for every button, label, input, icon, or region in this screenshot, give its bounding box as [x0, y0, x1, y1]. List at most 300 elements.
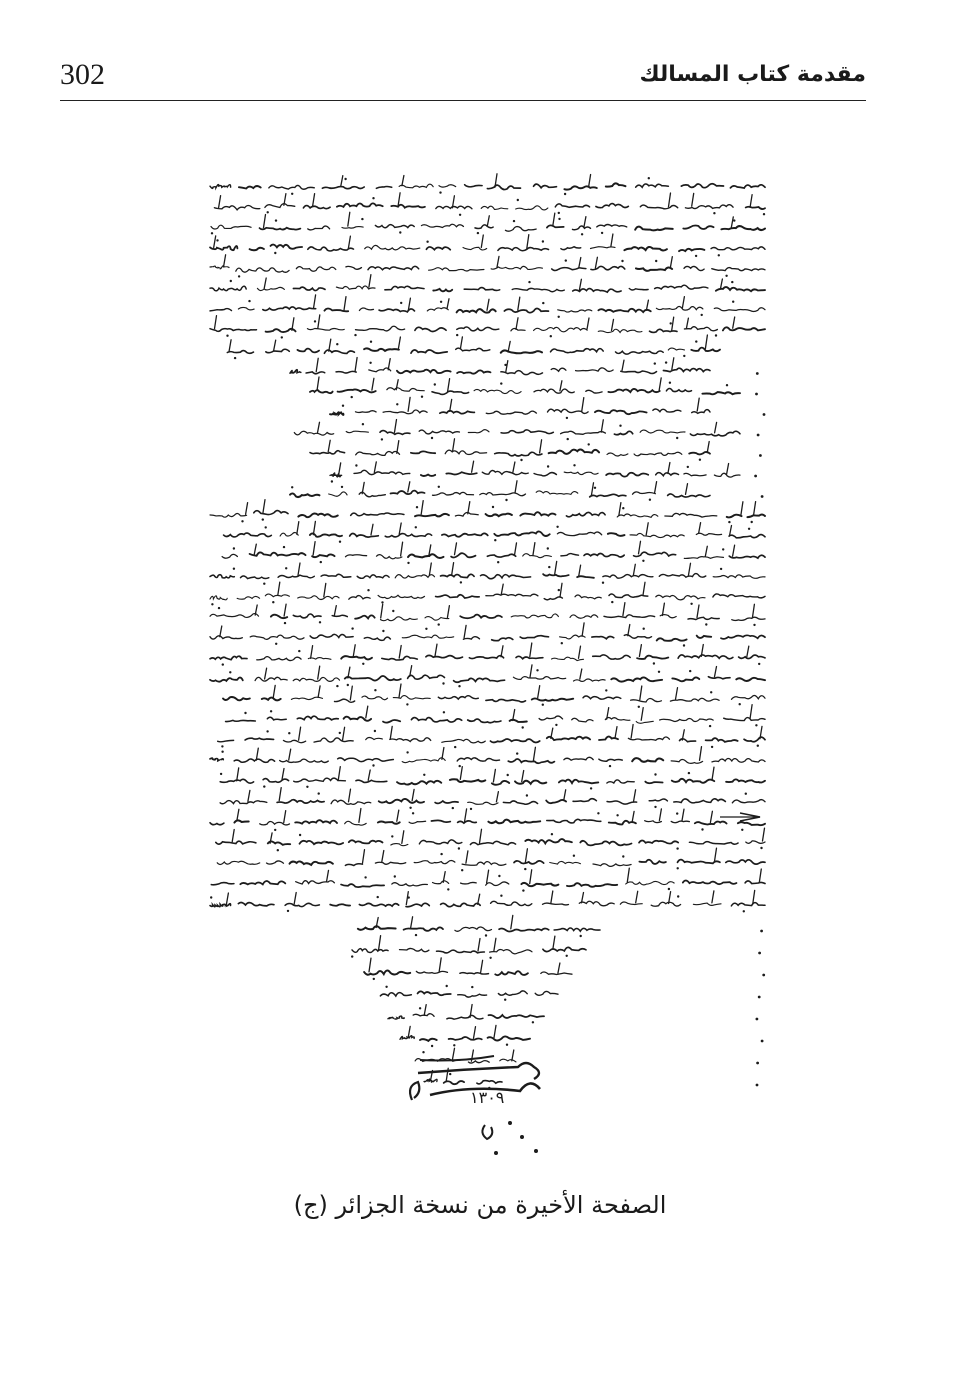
handwriting-word [739, 655, 765, 659]
handwriting-word [624, 247, 667, 251]
handwriting-word [560, 635, 586, 639]
handwriting-dot [336, 685, 338, 687]
margin-dot [756, 1018, 759, 1021]
handwriting-word [552, 268, 586, 271]
handwriting-ascender [501, 646, 503, 657]
handwriting-word [579, 901, 614, 906]
handwriting-dot [409, 807, 411, 809]
handwriting-word [525, 839, 572, 843]
handwriting-dot [605, 689, 607, 691]
handwriting-word [427, 308, 448, 311]
manuscript-line [210, 809, 765, 832]
handwriting-word [210, 758, 223, 761]
handwriting-word [495, 971, 528, 975]
handwriting-ascender [686, 318, 688, 328]
handwriting-ascender [579, 258, 581, 268]
handwriting-ascender [481, 235, 483, 248]
handwriting-word [535, 991, 558, 995]
handwriting-ascender [374, 462, 376, 473]
handwriting-word [486, 411, 536, 414]
handwriting-dot [222, 663, 224, 665]
handwriting-ascender [682, 809, 684, 821]
manuscript-line [210, 890, 765, 912]
handwriting-dot [755, 724, 757, 726]
handwriting-ascender [518, 297, 520, 310]
handwriting-dot [233, 547, 235, 549]
handwriting-dot [442, 682, 444, 684]
handwriting-word [280, 533, 298, 536]
handwriting-word [349, 840, 383, 843]
handwriting-word [487, 185, 520, 189]
handwriting-dot [226, 335, 228, 337]
handwriting-word [277, 800, 324, 803]
handwriting-ascender [318, 315, 320, 329]
handwriting-word [520, 512, 555, 515]
handwriting-word [683, 226, 713, 229]
handwriting-word [308, 247, 354, 251]
handwriting-word [606, 183, 626, 186]
handwriting-word [732, 617, 765, 620]
handwriting-word [492, 781, 509, 785]
handwriting-dot [434, 383, 436, 385]
handwriting-word [713, 594, 765, 598]
handwriting-ascender [494, 938, 496, 951]
handwriting-ascender [627, 868, 629, 882]
handwriting-word [341, 884, 384, 887]
handwriting-dot [758, 663, 760, 665]
handwriting-word [450, 779, 485, 782]
handwriting-dot [547, 547, 549, 549]
handwriting-word [598, 309, 650, 312]
handwriting-dot [676, 437, 678, 439]
handwriting-word [726, 779, 765, 782]
manuscript-line [380, 985, 558, 1001]
handwriting-dot [392, 610, 394, 612]
handwriting-dot [341, 486, 343, 488]
handwriting-word [441, 903, 481, 906]
handwriting-ascender [237, 809, 239, 820]
handwriting-word [416, 971, 447, 973]
handwriting-word [596, 204, 629, 208]
handwriting-word [629, 289, 648, 290]
handwriting-word [475, 225, 493, 229]
manuscript-line [290, 358, 710, 375]
handwriting-dot [573, 464, 575, 466]
manuscript-line [216, 828, 765, 851]
handwriting-word [481, 206, 508, 209]
manuscript-line [400, 1025, 530, 1047]
handwriting-word [293, 677, 339, 681]
handwriting-word [211, 225, 251, 229]
handwriting-dot [547, 465, 549, 467]
handwriting-word [447, 1015, 483, 1019]
handwriting-ascender [615, 727, 617, 739]
handwriting-word [395, 575, 434, 578]
handwriting-dot [622, 507, 624, 509]
handwriting-word [433, 492, 474, 495]
handwriting-ascender [741, 502, 743, 515]
handwriting-word [227, 351, 253, 354]
handwriting-dot [456, 334, 458, 336]
handwriting-dot [454, 746, 456, 748]
handwriting-ascender [265, 668, 267, 679]
handwriting-word [375, 862, 405, 864]
handwriting-word [298, 513, 338, 517]
handwriting-word [491, 739, 540, 742]
handwriting-dot [653, 662, 655, 664]
handwriting-dot [522, 726, 524, 728]
colophon-stroke [418, 1063, 539, 1079]
handwriting-word [457, 758, 499, 761]
handwriting-word [639, 841, 678, 844]
handwriting-ascender [447, 299, 449, 309]
handwriting-dot [665, 361, 667, 363]
handwriting-ascender [382, 851, 384, 862]
handwriting-word [599, 759, 622, 761]
handwriting-word [442, 739, 486, 743]
manuscript-line [210, 295, 765, 318]
handwriting-word [635, 227, 673, 231]
handwriting-word [210, 823, 224, 825]
handwriting-word [262, 698, 281, 701]
handwriting-word [409, 821, 426, 823]
handwriting-dot [526, 794, 528, 796]
handwriting-word [711, 247, 765, 250]
handwriting-word [649, 799, 667, 801]
handwriting-word [657, 638, 687, 641]
handwriting-dot [745, 793, 747, 795]
handwriting-word [697, 636, 712, 638]
handwriting-ascender [313, 194, 315, 207]
handwriting-word [486, 594, 538, 596]
handwriting-dot [718, 254, 720, 256]
handwriting-ascender [512, 1050, 514, 1061]
handwriting-ascender [560, 583, 562, 597]
handwriting-dot [695, 255, 697, 257]
handwriting-word [468, 430, 489, 433]
handwriting-word [444, 1081, 464, 1084]
handwriting-word [746, 207, 765, 209]
handwriting-dot [314, 320, 316, 322]
handwriting-word [591, 247, 616, 249]
handwriting-word [441, 574, 475, 577]
handwriting-ascender [398, 193, 400, 206]
handwriting-word [432, 391, 469, 394]
handwriting-dot [248, 300, 250, 302]
handwriting-dot [558, 212, 560, 214]
handwriting-word [376, 187, 391, 189]
handwriting-ascender [455, 543, 457, 555]
handwriting-word [294, 778, 346, 782]
handwriting-word [397, 370, 451, 374]
handwriting-ascender [343, 727, 345, 740]
handwriting-dot [699, 459, 701, 461]
handwriting-ascender [750, 705, 752, 719]
handwriting-ascender [560, 381, 562, 391]
handwriting-word [520, 636, 548, 639]
handwriting-word [245, 738, 274, 740]
handwriting-dot [676, 847, 678, 849]
handwriting-ascender [318, 422, 320, 432]
handwriting-word [210, 513, 247, 517]
handwriting-word [494, 531, 549, 536]
handwriting-ascender [453, 1048, 455, 1059]
handwriting-word [269, 185, 315, 189]
handwriting-ascender [435, 644, 437, 656]
handwriting-word [385, 534, 432, 537]
handwriting-word [290, 370, 301, 374]
handwriting-dot [221, 751, 223, 753]
handwriting-word [330, 473, 342, 477]
handwriting-ascender [670, 257, 672, 268]
handwriting-dot [362, 663, 364, 665]
handwriting-word [425, 617, 449, 621]
handwriting-ascender [460, 337, 462, 349]
handwriting-word [561, 247, 581, 250]
handwriting-ascender [399, 646, 401, 659]
handwriting-word [234, 759, 274, 762]
handwriting-dot [701, 314, 703, 316]
handwriting-word [595, 410, 647, 414]
handwriting-word [498, 991, 527, 995]
handwriting-word [716, 287, 765, 291]
handwriting-dot [266, 730, 268, 732]
manuscript-line [210, 623, 765, 647]
handwriting-word [457, 370, 490, 373]
handwriting-dot [622, 855, 624, 857]
margin-marks [720, 813, 760, 821]
handwriting-word [462, 862, 506, 866]
handwriting-dot [715, 334, 717, 336]
colophon-stroke [420, 1056, 494, 1061]
handwriting-ascender [700, 747, 702, 761]
handwriting-ascender [515, 481, 517, 493]
handwriting-word [534, 473, 556, 476]
handwriting-dot [461, 869, 463, 871]
handwriting-dot [728, 521, 730, 523]
handwriting-word [559, 780, 598, 784]
handwriting-word [338, 758, 394, 762]
handwriting-dot [573, 855, 575, 857]
handwriting-word [576, 368, 614, 372]
handwriting-ascender [633, 564, 635, 575]
handwriting-word [345, 864, 362, 866]
handwriting-word [295, 820, 337, 823]
handwriting-ascender [314, 295, 316, 308]
handwriting-word [536, 491, 578, 494]
handwriting-word [300, 841, 344, 845]
handwriting-ascender [508, 341, 510, 351]
handwriting-word [514, 861, 544, 864]
handwriting-ascender [689, 563, 691, 575]
handwriting-word [607, 801, 637, 804]
handwriting-word [267, 861, 284, 864]
margin-dot [763, 413, 766, 416]
handwriting-ascender [747, 646, 749, 657]
handwriting-word [210, 636, 242, 639]
handwriting-word [335, 699, 355, 702]
handwriting-dot [319, 621, 321, 623]
handwriting-word [567, 883, 617, 887]
handwriting-word [617, 514, 658, 517]
handwriting-ascender [659, 378, 661, 390]
handwriting-word [549, 449, 600, 453]
handwriting-word [656, 473, 679, 476]
handwriting-word [322, 187, 364, 189]
handwriting-ascender [316, 358, 318, 371]
handwriting-ascender [759, 869, 761, 883]
handwriting-word [501, 350, 542, 353]
handwriting-word [469, 656, 503, 659]
handwriting-ascender [511, 915, 513, 928]
handwriting-word [238, 903, 274, 906]
handwriting-ascender [424, 1005, 426, 1016]
handwriting-dot [449, 1073, 451, 1075]
manuscript-line [214, 193, 765, 216]
handwriting-word [541, 972, 572, 975]
handwriting-ascender [579, 279, 581, 290]
manuscript-lines [210, 174, 765, 1089]
handwriting-word [461, 882, 477, 883]
handwriting-ascender [215, 316, 217, 329]
handwriting-ascender [311, 646, 313, 659]
handwriting-dot [439, 191, 441, 193]
handwriting-ascender [284, 811, 286, 823]
handwriting-word [364, 637, 390, 640]
handwriting-word [651, 902, 680, 906]
handwriting-dot [355, 464, 357, 466]
handwriting-word [572, 718, 593, 722]
manuscript-line [210, 315, 765, 339]
handwriting-word [438, 696, 478, 699]
handwriting-word [210, 678, 243, 682]
handwriting-dot [566, 955, 568, 957]
handwriting-word [685, 205, 733, 209]
handwriting-ascender [341, 176, 343, 186]
handwriting-word [628, 737, 669, 740]
handwriting-word [210, 904, 231, 907]
handwriting-ascender [481, 960, 483, 972]
handwriting-word [392, 883, 428, 886]
handwriting-dot [741, 829, 743, 831]
handwriting-word [388, 1016, 404, 1019]
handwriting-dot [683, 644, 685, 646]
handwriting-word [436, 595, 480, 598]
handwriting-dot [555, 724, 557, 726]
handwriting-word [636, 267, 672, 270]
handwriting-ascender [643, 582, 645, 595]
handwriting-ascender [733, 317, 735, 328]
handwriting-ascender [379, 936, 381, 950]
handwriting-word [356, 411, 377, 413]
handwriting-word [639, 860, 666, 864]
handwriting-dot [683, 355, 685, 357]
handwriting-word [586, 390, 602, 393]
header-rule [60, 100, 866, 101]
handwriting-ascender [229, 340, 231, 351]
handwriting-word [385, 286, 424, 290]
handwriting-dot [277, 849, 279, 851]
handwriting-ascender [318, 666, 320, 679]
handwriting-ascender [390, 726, 392, 739]
handwriting-dot [687, 466, 689, 468]
handwriting-ascender [453, 439, 455, 452]
handwriting-dot [400, 302, 402, 304]
handwriting-dot [561, 642, 563, 644]
handwriting-dot [517, 199, 519, 201]
manuscript-line [310, 377, 740, 398]
handwriting-word [738, 822, 765, 825]
handwriting-dot [711, 746, 713, 748]
handwriting-word [210, 286, 246, 291]
handwriting-word [210, 596, 227, 600]
handwriting-word [293, 614, 321, 618]
handwriting-ascender [297, 522, 299, 535]
handwriting-ascender [631, 725, 633, 739]
handwriting-word [364, 348, 399, 351]
handwriting-word [621, 371, 657, 374]
handwriting-ascender [289, 749, 291, 760]
colophon-dot [494, 1151, 498, 1155]
margin-dot [760, 930, 763, 933]
handwriting-ascender [408, 397, 410, 411]
handwriting-word [696, 533, 721, 535]
handwriting-word [506, 227, 537, 232]
handwriting-word [455, 927, 492, 931]
handwriting-word [607, 780, 634, 783]
handwriting-word [415, 327, 446, 331]
handwriting-dot [218, 607, 220, 609]
handwriting-word [498, 248, 549, 251]
handwriting-word [210, 329, 257, 332]
handwriting-ascender [318, 686, 320, 698]
handwriting-word [454, 678, 505, 682]
handwriting-ascender [324, 583, 326, 597]
handwriting-dot [275, 643, 277, 645]
handwriting-dot [229, 671, 231, 673]
margin-dot [756, 1084, 759, 1087]
handwriting-word [240, 881, 285, 884]
handwriting-word [597, 225, 627, 227]
handwriting-word [457, 309, 496, 313]
handwriting-word [489, 1015, 545, 1018]
handwriting-word [665, 513, 717, 517]
handwriting-ascender [447, 606, 449, 618]
handwriting-dot [460, 581, 462, 583]
handwriting-word [457, 327, 499, 331]
handwriting-word [672, 779, 715, 783]
manuscript-line [226, 705, 765, 729]
handwriting-word [278, 575, 314, 578]
handwriting-ascender [328, 440, 330, 451]
handwriting-word [260, 821, 290, 824]
handwriting-word [310, 533, 342, 536]
handwriting-ascender [533, 543, 535, 556]
handwriting-ascender [264, 278, 266, 288]
handwriting-ascender [334, 606, 336, 616]
handwriting-dot [669, 382, 671, 384]
handwriting-dot [234, 357, 236, 359]
handwriting-ascender [369, 275, 371, 287]
handwriting-word [683, 880, 737, 884]
handwriting-ascender [411, 917, 413, 928]
handwriting-word [356, 451, 400, 455]
handwriting-dot [532, 1021, 534, 1023]
handwriting-word [400, 948, 429, 951]
handwriting-word [362, 696, 388, 700]
handwriting-ascender [254, 544, 256, 554]
handwriting-ascender [639, 541, 641, 554]
